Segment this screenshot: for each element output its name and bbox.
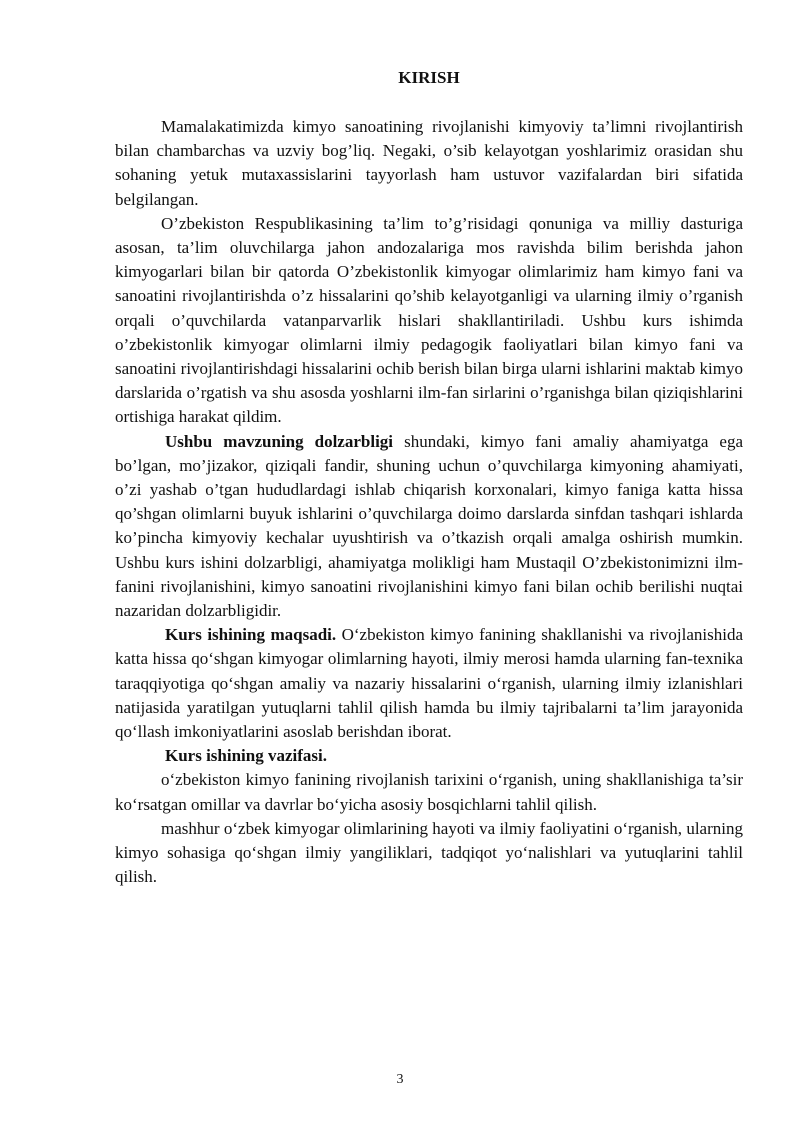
goal-paragraph bbox=[115, 623, 743, 744]
relevance-lead: Ushbu mavzuning dolzarbligi bbox=[165, 431, 394, 451]
goal-text: O‘zbekiston kimyo fanining shakllanishi va rivojlanishida katta hissa qo‘shgan kimyogar olimlarning hayoti, ilmiy merosi hamda ularning fan-texnika taraqqiyotiga qo‘shgan amaliy va nazariy hissalarini o‘rganish, ularning ilmiy izlanishlari natijasida yaratilgan yutuqlarni tahlil qilish hamda bu ilmiy tajribalarni ta’lim jarayonida qo‘llash imkoniyatlarini asoslab berishdan iborat. bbox=[115, 625, 743, 742]
page-number: 3 bbox=[396, 1072, 404, 1087]
task-item-2: mashhur o‘zbek kimyogar olimlarining hayoti va ilmiy faoliyatini o‘rganish, ularning kimyo sohasiga qo‘shgan ilmiy yangiliklari, tadqiqot yo‘nalishlari va yutuqlarini tahlil qilish. bbox=[115, 818, 743, 887]
tasks-heading: Kurs ishining vazifasi. bbox=[165, 746, 328, 766]
goal-lead: Kurs ishining maqsadi. bbox=[165, 625, 337, 645]
task-item-1: o‘zbekiston kimyo fanining rivojlanish tarixini o‘rganish, uning shakllanishiga ta’sir ko‘rsatgan omillar va davrlar bo‘yicha asosiy bosqichlarni tahlil qilish. bbox=[115, 770, 743, 814]
relevance-paragraph bbox=[115, 430, 743, 624]
intro-paragraph-1: Mamalakatimizda kimyo sanoatining rivojlanishi kimyoviy ta’limni rivojlantirish bilan chambarchas va uzviy bog’liq. Negaki, o’sib kelayotgan yoshlarimiz orasidan shu sohaning yetuk mutaxassislarini tayyorlash ham ustuvor vazifalardan biri sifatida belgilangan. bbox=[115, 117, 743, 209]
relevance-text: shundaki, kimyo fani amaliy ahamiyatga ega bo’lgan, mo’jizakor, qiziqali fandir, shuning uchun o’quvchilarga kimyoning ahamiyati, o’zi yashab o’tgan hududlardagi ishlab chiqarish korxonalari, kimyo faniga katta hissa qo’shgan olimlarni buyuk ishlarini o’quvchilarga doimo darslarda sinfdan tashqari ishlarda ko’pincha kimyoviy kechalar uyushtirish va o’tkazish orqali amalga oshirish mumkin. Ushbu kurs ishini dolzarbligi, ahamiyatga molikligi ham Mustaqil O’zbekistonimizni ilm-fanini rivojlanishini, kimyo sanoatini rivojlanishini kimyo fani bilan ochib berilishi nuqtai nazaridan dolzarbligidir. bbox=[115, 431, 743, 621]
document-page bbox=[115, 66, 743, 890]
page-title: KIRISH bbox=[398, 68, 460, 87]
intro-paragraph-2: O’zbekiston Respublikasining ta’lim to’g’risidagi qonuniga va milliy dasturiga asosan, ta’lim oluvchilarga jahon andozalariga mos ravishda bilim berishda jahon kimyogarlari bilan bir qatorda O’zbekistonlik kimyogar olimlarimiz ham kimyo fani va sanoatini rivojlantirishda o’z hissalarini qo’shib kelayotganligi va ularning ilmiy o’rganish orqali o’quvchilarda vatanparvarlik hislari shakllantiriladi. Ushbu kurs ishimda o’zbekistonlik kimyogar olimlarni ilmiy pedagogik faoliyatlari bilan kimyo fani va sanoatini rivojlantirishdagi hissalarini ochib berish bilan birga ularni ishlarini maktab kimyo darslarida o’rgatish va shu asosda yoshlarni ilm-fan sirlarini o’rganishga bilan qiziqishlarini ortishiga harakat qildim. bbox=[115, 213, 743, 427]
